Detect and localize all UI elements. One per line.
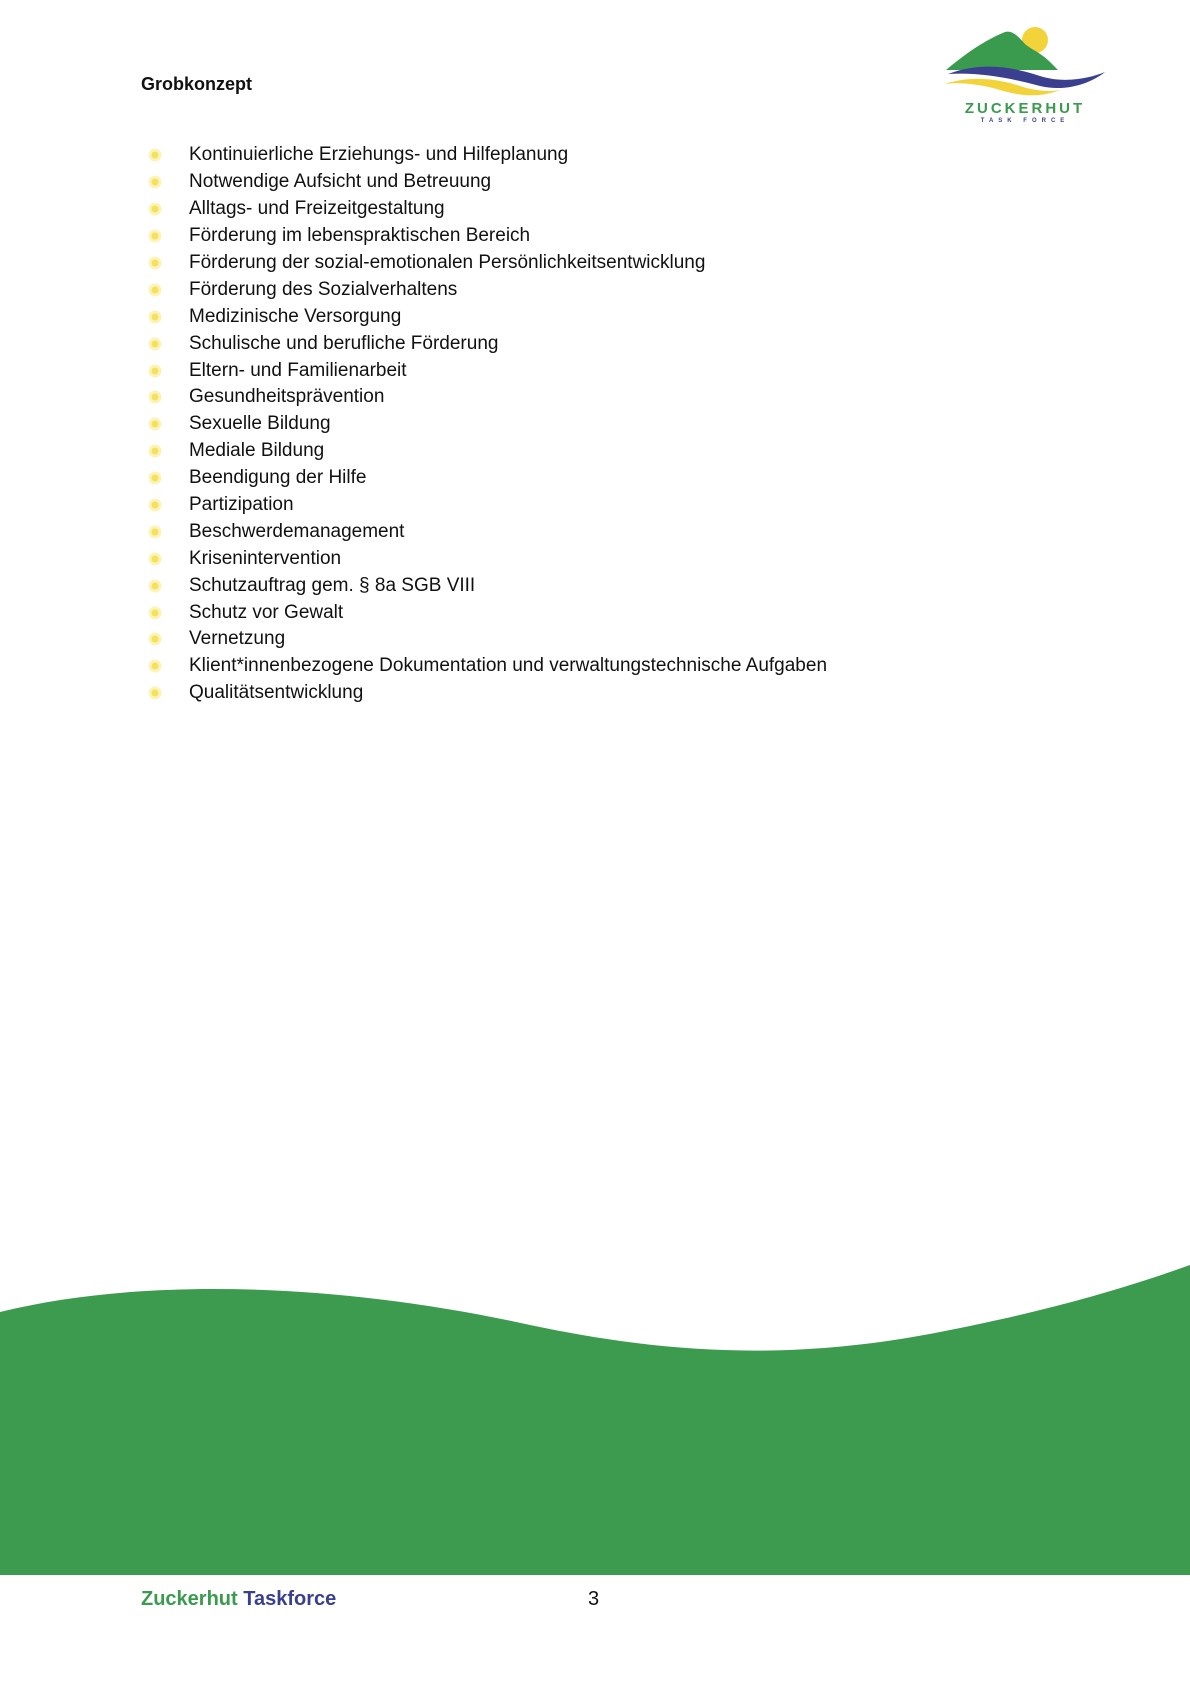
sun-bullet-icon: [148, 337, 162, 351]
sun-bullet-icon: [148, 444, 162, 458]
list-item: [148, 545, 827, 572]
list-item: [148, 599, 827, 626]
list-item-text: Schulische und berufliche Förderung: [189, 332, 499, 354]
list-item-text: Vernetzung: [189, 628, 286, 650]
list-item: [148, 330, 827, 357]
sun-bullet-icon: [148, 525, 162, 539]
list-item: [148, 196, 827, 223]
sun-bullet-icon: [148, 579, 162, 593]
list-item: [148, 223, 827, 250]
footer-wave-decoration: [0, 1265, 1190, 1575]
document-title: Grobkonzept: [141, 74, 252, 94]
list-item: [148, 680, 827, 707]
list-item: [148, 142, 827, 169]
mountain-sun-waves-logo-icon: [940, 22, 1110, 102]
list-item-text: Förderung der sozial-emotionalen Persönlichkeitsentwicklung: [189, 252, 706, 273]
list-item: [148, 303, 827, 330]
list-item-text: Förderung des Sozialverhaltens: [189, 278, 458, 300]
sun-bullet-icon: [148, 552, 162, 566]
service-list: [148, 142, 827, 707]
list-item: [148, 357, 827, 384]
list-item: [148, 465, 827, 492]
list-item-text: Qualitätsentwicklung: [189, 682, 364, 704]
list-item-text: Krisenintervention: [189, 547, 342, 569]
sun-bullet-icon: [148, 390, 162, 404]
list-item-text: Partizipation: [189, 494, 294, 516]
list-item-text: Notwendige Aufsicht und Betreuung: [189, 171, 492, 193]
list-item: [148, 411, 827, 438]
list-item-text: Mediale Bildung: [189, 440, 325, 462]
list-item-text: Klient*innenbezogene Dokumentation und verwaltungstechnische Aufgaben: [189, 655, 828, 677]
list-item: [148, 438, 827, 465]
footer-brand-zuckerhut: Zuckerhut: [141, 1588, 238, 1610]
footer-brand: [141, 1588, 336, 1611]
list-item: [148, 492, 827, 519]
list-item-text: Schutzauftrag gem. § 8a SGB VIII: [189, 574, 476, 596]
list-item: [148, 572, 827, 599]
list-item-text: Alltags- und Freizeitgestaltung: [189, 198, 445, 220]
page-number: 3: [588, 1588, 600, 1610]
list-item-text: Medizinische Versorgung: [189, 305, 402, 327]
sun-bullet-icon: [148, 498, 162, 512]
sun-bullet-icon: [148, 283, 162, 297]
list-item: [148, 276, 827, 303]
list-item-text: Schutz vor Gewalt: [189, 601, 344, 623]
sun-bullet-icon: [148, 417, 162, 431]
zuckerhut-logo: [940, 22, 1110, 130]
list-item-text: Sexuelle Bildung: [189, 413, 331, 435]
list-item: [148, 250, 827, 277]
sun-bullet-icon: [148, 148, 162, 162]
sun-bullet-icon: [148, 471, 162, 485]
list-item-text: Beschwerdemanagement: [189, 520, 405, 542]
sun-bullet-icon: [148, 659, 162, 673]
list-item: [148, 169, 827, 196]
footer-brand-taskforce: Taskforce: [243, 1588, 337, 1610]
list-item-text: Kontinuierliche Erziehungs- und Hilfeplanung: [189, 144, 569, 166]
list-item: [148, 518, 827, 545]
sun-bullet-icon: [148, 256, 162, 270]
sun-bullet-icon: [148, 606, 162, 620]
list-item-text: Eltern- und Familienarbeit: [189, 359, 407, 381]
list-item-text: Gesundheitsprävention: [189, 386, 385, 408]
sun-bullet-icon: [148, 364, 162, 378]
list-item-text: Beendigung der Hilfe: [189, 467, 367, 489]
list-item-text: Förderung im lebenspraktischen Bereich: [189, 225, 531, 247]
list-item: [148, 653, 827, 680]
sun-bullet-icon: [148, 310, 162, 324]
list-item: [148, 626, 827, 653]
logo-name: ZUCKERHUT: [964, 100, 1086, 117]
list-item: [148, 384, 827, 411]
sun-bullet-icon: [148, 686, 162, 700]
sun-bullet-icon: [148, 202, 162, 216]
logo-subtitle: TASK FORCE: [980, 118, 1070, 124]
sun-bullet-icon: [148, 175, 162, 189]
sun-bullet-icon: [148, 229, 162, 243]
sun-bullet-icon: [148, 632, 162, 646]
